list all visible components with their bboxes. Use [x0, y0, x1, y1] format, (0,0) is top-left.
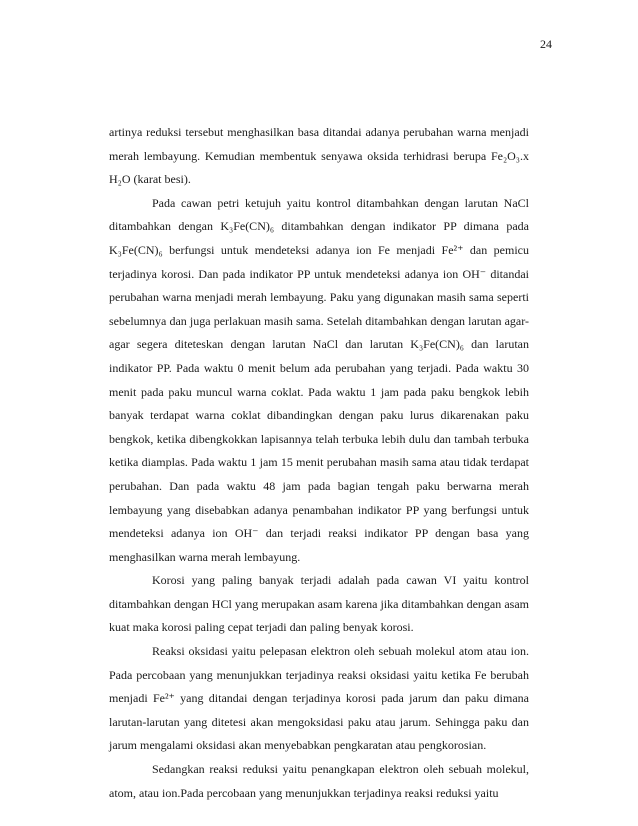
paragraph: artinya reduksi tersebut menghasilkan basa ditandai adanya perubahan warna menjadi merah lembayung. Kemudian membentuk senyawa oksida terhidrasi berupa Fe₂O₃.x H₂O (karat besi).: [109, 125, 529, 187]
page-number: 24: [540, 37, 552, 51]
body-text: [109, 121, 529, 805]
paragraph: Pada cawan petri ketujuh yaitu kontrol ditambahkan dengan larutan NaCl ditambahkan dengan K₃Fe(CN)₆ ditambahkan dengan indikator PP dimana pada K₃Fe(CN)₆ berfungsi untuk mendeteksi adanya ion Fe menjadi Fe²⁺ dan pemicu terjadinya korosi. Dan pada indikator PP untuk mendeteksi adanya ion OH⁻ ditandai perubahan warna menjadi merah lembayung. Paku yang digunakan masih sama seperti sebelumnya dan juga perlakuan masih sama. Setelah ditambahkan dengan larutan agar-agar segera diteteskan dengan larutan NaCl dan larutan K₃Fe(CN)₆ dan larutan indikator PP. Pada waktu 0 menit belum ada perubahan yang terjadi. Pada waktu 30 menit pada paku muncul warna coklat. Pada waktu 1 jam pada paku bengkok lebih banyak terdapat warna coklat dibandingkan dengan paku lurus dikarenakan paku bengkok, ketika dibengkokkan lapisannya telah terbuka lebih dulu dan tambah terbuka ketika diamplas. Pada waktu 1 jam 15 menit perubahan masih sama atau tidak terdapat perubahan. Dan pada waktu 48 jam pada bagian tengah paku berwarna merah lembayung yang disebabkan adanya penambahan indikator PP yang berfungsi untuk mendeteksi adanya ion OH⁻ dan terjadi reaksi indikator PP dengan basa yang menghasilkan warna merah lembayung.: [109, 195, 529, 564]
paragraph: Korosi yang paling banyak terjadi adalah pada cawan VI yaitu kontrol ditambahkan dengan HCl yang merupakan asam karena jika ditambahkan dengan asam kuat maka korosi paling cepat terjadi dan paling benyak korosi.: [109, 573, 529, 635]
paragraph: Reaksi oksidasi yaitu pelepasan elektron oleh sebuah molekul atom atau ion. Pada percobaan yang menunjukkan terjadinya reaksi oksidasi yaitu ketika Fe berubah menjadi Fe²⁺ yang ditandai dengan terjadinya korosi pada jarum dan paku dimana larutan-larutan yang ditetesi akan mengoksidasi paku atau jarum. Sehingga paku dan jarum mengalami oksidasi akan menyebabkan pengkaratan atau pengkorosian.: [109, 644, 529, 753]
paragraph: Sedangkan reaksi reduksi yaitu penangkapan elektron oleh sebuah molekul, atom, atau ion.Pada percobaan yang menunjukkan terjadinya reaksi reduksi yaitu: [109, 762, 529, 800]
